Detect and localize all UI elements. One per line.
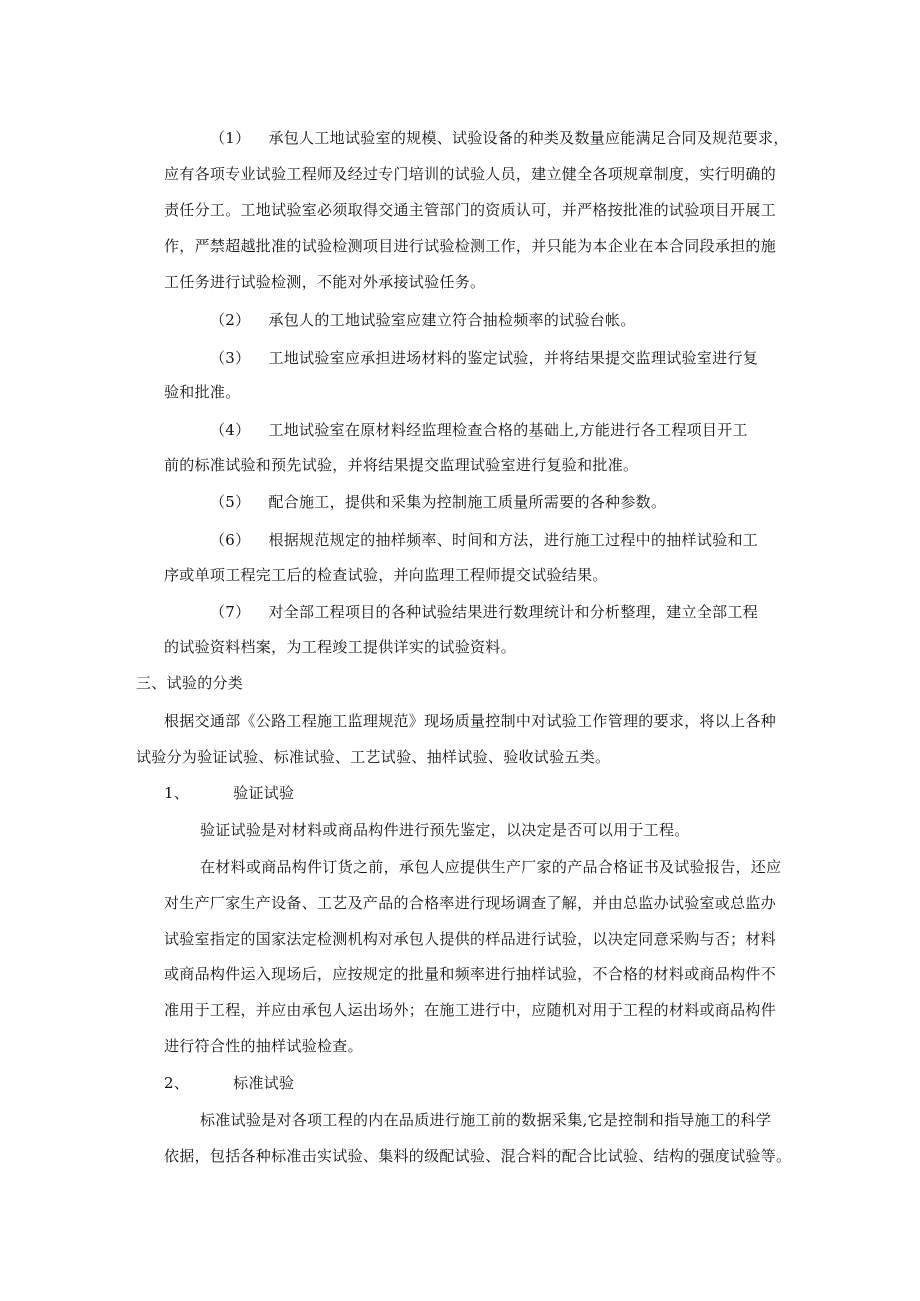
subsection-2-heading: [164, 1073, 294, 1093]
subsection-1-para-2-line-3: 试验室指定的国家法定检测机构对承包人提供的样品进行试验，以决定同意采购与否；材料: [164, 930, 777, 948]
subsection-2-number: 2、: [164, 1074, 190, 1092]
section-intro-line-2: 试验分为验证试验、标准试验、工艺试验、抽样试验、验收试验五类。: [136, 748, 611, 766]
subsection-2-para-1-line-2: 依据，包括各种标准击实试验、集料的级配试验、混合料的配合比试验、结构的强度试验等。: [164, 1147, 792, 1165]
item-1-line-5: 工任务进行试验检测，不能对外承接试验任务。: [164, 273, 486, 291]
item-3-line-2: 验和批准。: [164, 383, 241, 401]
item-4-number: （4）: [210, 421, 251, 439]
item-2-line-1: （2） 承包人的工地试验室应建立符合抽检频率的试验台帐。: [210, 311, 636, 329]
subsection-1-number: 1、: [164, 784, 190, 802]
section-heading: 三、试验的分类: [136, 674, 244, 692]
item-6-line-2: 序或单项工程完工后的检查试验，并向监理工程师提交试验结果。: [164, 566, 608, 584]
item-3-line-1: （3） 工地试验室应承担进场材料的鉴定试验，并将结果提交监理试验室进行复: [210, 349, 759, 367]
item-3-number: （3）: [210, 349, 251, 367]
subsection-1-para-2-line-4: 或商品构件运入现场后，应按规定的批量和频率进行抽样试验，不合格的材料或商品构件不: [164, 965, 777, 983]
item-1-line-2: 应有各项专业试验工程师及经过专门培训的试验人员，建立健全各项规章制度，实行明确的: [164, 165, 777, 183]
item-4-line-2: 前的标准试验和预先试验，并将结果提交监理试验室进行复验和批准。: [164, 456, 639, 474]
item-1-number: （1）: [210, 129, 251, 147]
item-7-line-2: 的试验资料档案，为工程竣工提供详实的试验资料。: [164, 638, 516, 656]
item-2-number: （2）: [210, 311, 251, 329]
item-5-line-1: （5） 配合施工，提供和采集为控制施工质量所需要的各种参数。: [210, 493, 667, 511]
item-1-line-3: 责任分工。工地试验室必须取得交通主管部门的资质认可，并严格按批准的试验项目开展工: [164, 201, 777, 219]
subsection-2-title: 标准试验: [233, 1074, 295, 1092]
item-7-number: （7）: [210, 603, 251, 621]
item-5-number: （5）: [210, 493, 251, 511]
subsection-1-heading: [164, 783, 294, 803]
subsection-2-para-1-line-1: 标准试验是对各项工程的内在品质进行施工前的数据采集,它是控制和指导施工的科学: [200, 1111, 772, 1129]
subsection-1-para-2-line-6: 进行符合性的抽样试验检查。: [164, 1037, 363, 1055]
subsection-1-title: 验证试验: [233, 784, 295, 802]
item-6-number: （6）: [210, 531, 251, 549]
subsection-1-para-2-line-5: 准用于工程，并应由承包人运出场外；在施工进行中，应随机对用于工程的材料或商品构件: [164, 1001, 777, 1019]
item-1-line-4: 作，严禁超越批准的试验检测项目进行试验检测工作，并只能为本企业在本合同段承担的施: [164, 237, 777, 255]
item-1-line-1: （1） 承包人工地试验室的规模、试验设备的种类及数量应能满足合同及规范要求，: [210, 129, 789, 147]
subsection-1-para-1: 验证试验是对材料或商品构件进行预先鉴定，以决定是否可以用于工程。: [200, 821, 690, 839]
section-intro-line-1: 根据交通部《公路工程施工监理规范》现场质量控制中对试验工作管理的要求，将以上各种: [164, 712, 777, 730]
item-7-line-1: （7） 对全部工程项目的各种试验结果进行数理统计和分析整理，建立全部工程: [210, 603, 759, 621]
subsection-1-para-2-line-2: 对生产厂家生产设备、工艺及产品的合格率进行现场调查了解，并由总监办试验室或总监办: [164, 894, 777, 912]
item-6-line-1: （6） 根据规范规定的抽样频率、时间和方法，进行施工过程中的抽样试验和工: [210, 531, 759, 549]
subsection-1-para-2-line-1: 在材料或商品构件订货之前，承包人应提供生产厂家的产品合格证书及试验报告，还应: [200, 858, 782, 876]
item-4-line-1: （4） 工地试验室在原材料经监理检查合格的基础上,方能进行各工程项目开工: [210, 421, 748, 439]
